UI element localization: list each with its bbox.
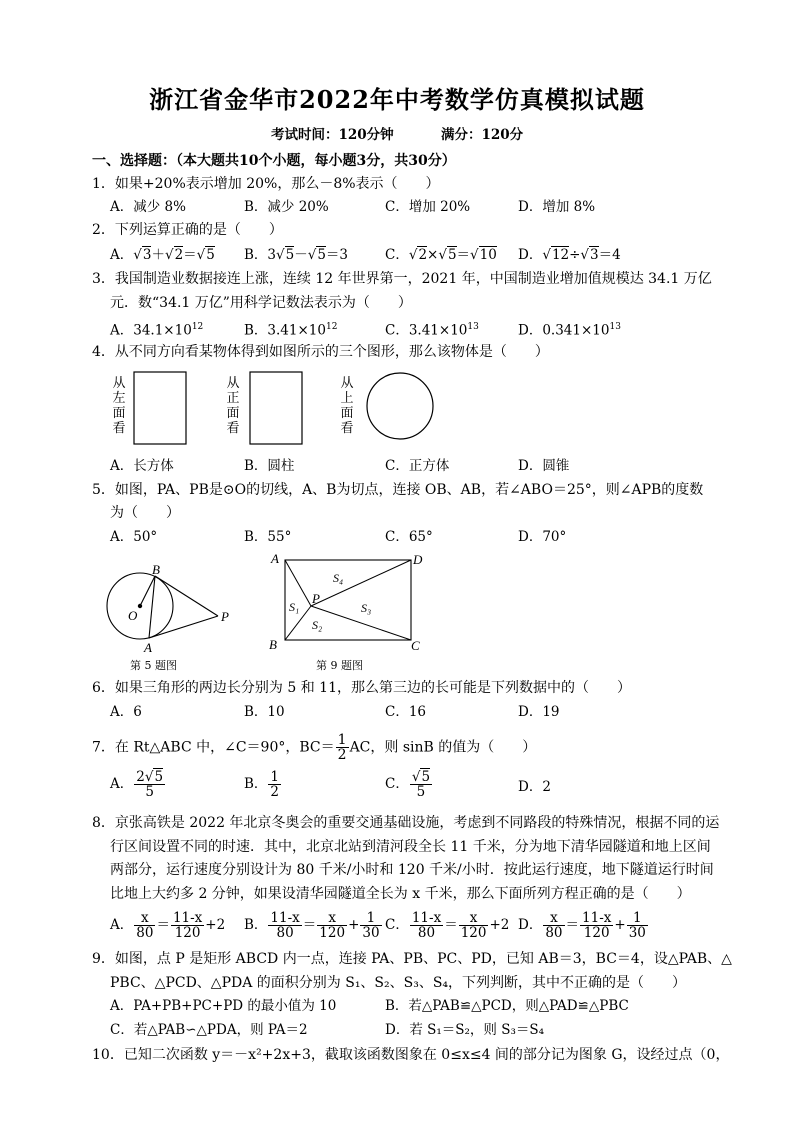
- question-3-stem-line1: 3．我国制造业数据接连上涨，连续 12 年世界第一，2021 年，中国制造业增加值规模达 34.1 万亿: [92, 271, 712, 287]
- label-c: C: [411, 638, 420, 653]
- center-o: [138, 604, 142, 608]
- question-6-stem: 6．如果三角形的两边长分别为 5 和 11，那么第三边的长可能是下列数据中的（ ）: [92, 680, 631, 696]
- q8-option-a: A． $\frac{x}{80}$ ＝ $\frac{11-x}{120}$ +2: [110, 910, 226, 941]
- figure-9-caption: 第 9 题图: [316, 659, 363, 672]
- question-5-stem-line1: 5．如图，PA、PB是⊙O的切线，A、B为切点，连接 OB、AB，若∠ABO＝25°，则∠APB的度数: [92, 482, 704, 498]
- q8-option-d: D． $\frac{x}{80}$ ＝ $\frac{11-x}{120}$ + $\frac{1}{30}$: [518, 910, 646, 941]
- view-label-front: 从 正 面 看: [226, 376, 240, 436]
- q6-option-c: C．16: [385, 704, 427, 720]
- q7-option-b: B． $\frac{1}{2}$: [244, 769, 280, 800]
- section-heading: 一、选择题：（本大题共10个小题，每小题3分，共30分）: [92, 153, 456, 169]
- q7-option-a: A． $\frac{2√5}{5}$: [110, 769, 164, 800]
- label-s3: S₃: [361, 601, 372, 615]
- q4-option-a: A．长方体: [110, 458, 174, 474]
- question-2-stem: 2．下列运算正确的是（ ）: [92, 222, 283, 238]
- q7-option-c: C． $\frac{√5}{5}$: [385, 769, 431, 800]
- q3-option-a: A．$34.1\times 10^{12}$: [110, 322, 204, 339]
- q5-option-a: A．50°: [110, 529, 158, 545]
- question-4-stem: 4．从不同方向看某物体得到如图所示的三个图形，那么该物体是（ ）: [92, 344, 549, 360]
- label-s2: S₂: [312, 618, 323, 632]
- q6-option-b: B．10: [244, 704, 285, 720]
- tangent-pa: [149, 616, 218, 638]
- q1-option-c: C．增加 20%: [385, 199, 471, 215]
- q5-option-d: D．70°: [518, 529, 567, 545]
- q5-option-c: C．65°: [385, 529, 433, 545]
- q2-option-b: B．3√5－√5＝3: [244, 247, 349, 263]
- question-8-stem-line2: 行区间设置不同的时速．其中，北京北站到清河段全长 11 千米，分为地下清华园隧道和地上区间: [110, 839, 711, 855]
- q2-option-d: D．√12÷√3＝4: [518, 247, 621, 263]
- q9-option-b: B．若△PAB≌△PCD，则△PAD≌△PBC: [385, 998, 629, 1014]
- question-9-stem-line2: PBC、△PCD、△PDA 的面积分别为 S₁、S₂、S₃、S₄，下列判断，其中不正确的是（ ）: [110, 975, 687, 991]
- full-score: 满分：120分: [441, 127, 524, 143]
- three-views-figure: [130, 368, 450, 448]
- question-9-stem-line1: 9．如图，点 P 是矩形 ABCD 内一点，连接 PA、PB、PC、PD，已知 AB＝3，BC＝4，设△PAB、△: [92, 951, 732, 967]
- q1-option-a: A．减少 8%: [110, 199, 186, 215]
- q6-option-d: D．19: [518, 704, 560, 720]
- question-3-stem-line2: 元．数“34.1 万亿”用科学记数法表示为（ ）: [110, 295, 412, 311]
- label-p: P: [221, 609, 229, 624]
- q3-option-b: B．$3.41\times 10^{12}$: [244, 322, 338, 339]
- q8-option-b: B． $\frac{11-x}{80}$ ＝ $\frac{x}{120}$ + $\frac{1}{30}$: [244, 910, 380, 941]
- label-a: A: [144, 640, 152, 655]
- label-p: P: [312, 591, 320, 606]
- label-a: A: [271, 551, 279, 566]
- question-5-stem-line2: 为（ ）: [110, 505, 180, 521]
- question-8-stem-line4: 比地上大约多 2 分钟，如果设清华园隧道全长为 x 千米，那么下面所列方程正确的是（ ）: [110, 886, 691, 902]
- question-1-stem: 1．如果+20%表示增加 20%，那么－8%表示（ ）: [92, 176, 440, 192]
- question-8-stem-line1: 8．京张高铁是 2022 年北京冬奥会的重要交通基础设施，考虑到不同路段的特殊情况，根据不同的运: [92, 815, 720, 831]
- q6-option-a: A．6: [110, 704, 142, 720]
- q2-option-a: A．√3＋√2＝√5: [110, 247, 215, 263]
- q4-option-b: B．圆柱: [244, 458, 295, 474]
- q9-option-d: D．若 S₁＝S₂，则 S₃＝S₄: [385, 1022, 545, 1038]
- label-b: B: [152, 562, 160, 577]
- page-title: 浙江省金华市2022年中考数学仿真模拟试题: [149, 85, 645, 114]
- rectangle-abcd: [285, 560, 411, 640]
- q7-option-d: D．2: [518, 779, 551, 795]
- label-s1: S₁: [289, 600, 300, 614]
- q3-option-d: D．$0.341\times 10^{13}$: [518, 322, 621, 339]
- q9-option-c: C．若△PAB∽△PDA，则 PA＝2: [110, 1022, 308, 1038]
- q1-option-b: B．减少 20%: [244, 199, 329, 215]
- figure-9: [266, 550, 436, 656]
- front-view-rectangle: [250, 372, 302, 444]
- label-s4: S₄: [333, 571, 344, 585]
- question-8-stem-line3: 两部分，运行速度分别设计为 80 千米/小时和 120 千米/小时．按此运行速度，地下隧道运行时间: [110, 862, 714, 878]
- view-label-left: 从 左 面 看: [112, 376, 126, 436]
- label-b: B: [269, 637, 277, 652]
- question-10-stem: 10．已知二次函数 y＝－x²+2x+3，截取该函数图象在 0≤x≤4 间的部分记为图象 G，设经过点（0，: [92, 1047, 730, 1063]
- segment-pd: [311, 560, 411, 606]
- q5-option-b: B．55°: [244, 529, 292, 545]
- q9-option-a: A．PA+PB+PC+PD 的最小值为 10: [110, 998, 337, 1014]
- q4-option-d: D．圆锥: [518, 458, 570, 474]
- q4-option-c: C．正方体: [385, 458, 450, 474]
- q1-option-d: D．增加 8%: [518, 199, 596, 215]
- top-view-circle: [367, 373, 433, 439]
- view-label-top: 从 上 面 看: [340, 376, 354, 436]
- exam-time: 考试时间：120分钟: [271, 127, 394, 143]
- q2-option-c: C．√2×√5＝√10: [385, 247, 497, 263]
- label-d: D: [413, 552, 423, 567]
- figure-5: [100, 560, 250, 660]
- q8-option-c: C． $\frac{11-x}{80}$ ＝ $\frac{x}{120}$ +2: [385, 910, 510, 941]
- figure-5-caption: 第 5 题图: [130, 659, 177, 672]
- question-7-stem: 7．在 Rt△ABC 中，∠C＝90°，BC＝ $\frac{1}{2}$ AC，则 sinB 的值为（ ）: [92, 732, 537, 763]
- label-o: O: [128, 608, 138, 623]
- q3-option-c: C．$3.41\times 10^{13}$: [385, 322, 479, 339]
- tangent-pb: [155, 576, 218, 616]
- left-view-rectangle: [134, 372, 186, 444]
